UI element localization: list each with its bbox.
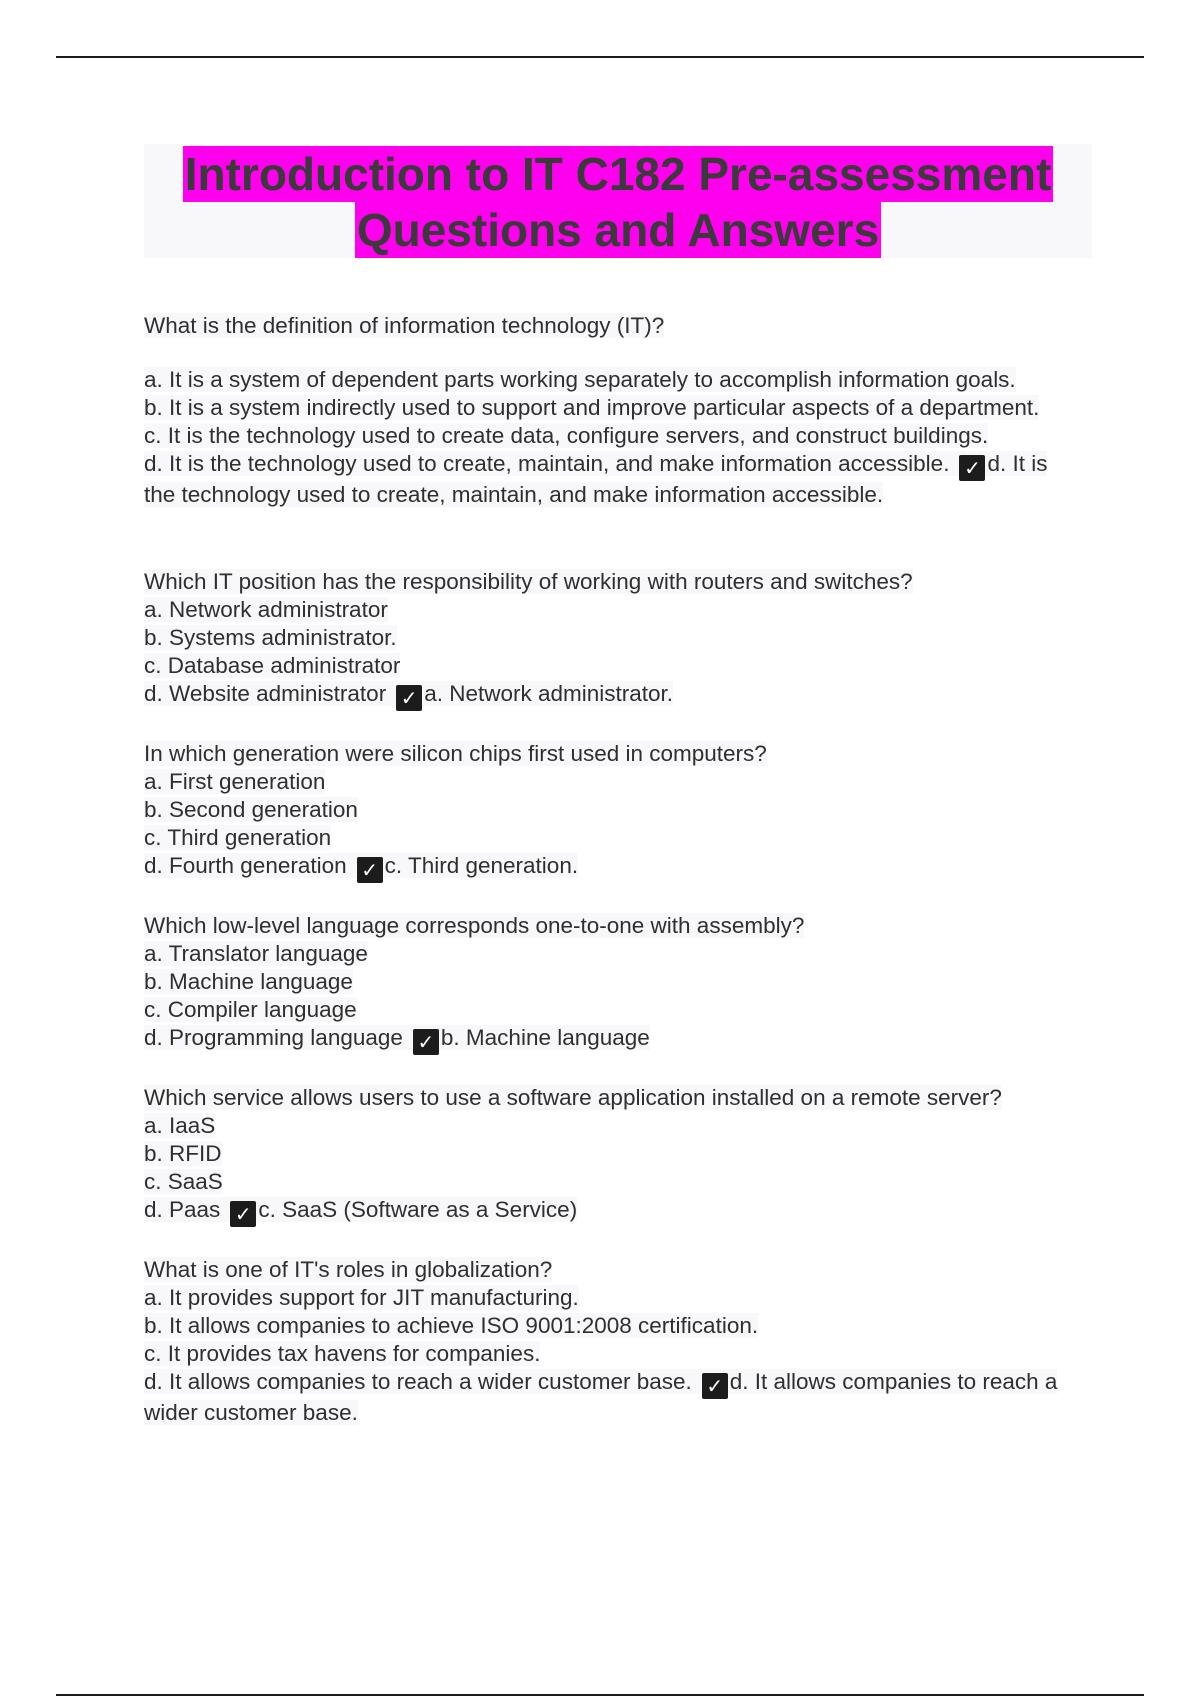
option-a: a. Translator language: [144, 941, 368, 966]
option-c: c. It provides tax havens for companies.: [144, 1341, 541, 1366]
qa-block-4: [144, 912, 804, 1055]
check-box-icon: ✓: [357, 857, 383, 883]
qa-block-1: [144, 312, 1084, 509]
page-title-line-2: Questions and Answers: [356, 204, 880, 256]
option-b: b. Second generation: [144, 797, 358, 822]
option-c: c. SaaS: [144, 1169, 223, 1194]
qa-block-3: [144, 740, 767, 883]
answer-text: c. Third generation.: [384, 853, 579, 878]
option-a: a. It is a system of dependent parts working separately to accomplish information goals.: [144, 367, 1016, 392]
option-d: d. Paas: [144, 1197, 221, 1222]
question-text: Which low-level language corresponds one-to-one with assembly?: [144, 913, 805, 938]
question-text: What is the definition of information technology (IT)?: [144, 313, 665, 338]
option-a: a. It provides support for JIT manufacturing.: [144, 1285, 579, 1310]
answer-text: d. It is the technology used to create, maintain, and make information accessible.: [144, 451, 1048, 507]
check-box-icon: ✓: [413, 1029, 439, 1055]
option-d: d. Programming language: [144, 1025, 403, 1050]
option-d: d. Website administrator: [144, 681, 387, 706]
qa-block-5: [144, 1084, 1002, 1227]
option-b: b. It allows companies to achieve ISO 9001:2008 certification.: [144, 1313, 759, 1338]
check-box-icon: ✓: [702, 1373, 728, 1399]
qa-block-2: [144, 568, 913, 711]
question-text: Which service allows users to use a software application installed on a remote server?: [144, 1085, 1002, 1110]
bottom-rule: [56, 1694, 1144, 1696]
check-box-icon: ✓: [396, 685, 422, 711]
check-box-icon: ✓: [230, 1201, 256, 1227]
option-d: d. It is the technology used to create, maintain, and make information accessible.: [144, 451, 950, 476]
option-d: d. Fourth generation: [144, 853, 347, 878]
option-b: b. Systems administrator.: [144, 625, 397, 650]
title-band: [144, 144, 1092, 258]
answer-text: b. Machine language: [440, 1025, 650, 1050]
question-text: Which IT position has the responsibility of working with routers and switches?: [144, 569, 913, 594]
option-b: b. It is a system indirectly used to support and improve particular aspects of a department.: [144, 395, 1040, 420]
page-title-line-1: Introduction to IT C182 Pre-assessment: [184, 148, 1052, 200]
answer-text: d. It allows companies to reach a wider customer base.: [144, 1369, 1058, 1425]
answer-text: c. SaaS (Software as a Service): [258, 1197, 578, 1222]
qa-block-6: [144, 1256, 1064, 1427]
option-d: d. It allows companies to reach a wider customer base.: [144, 1369, 692, 1394]
answer-text: a. Network administrator.: [424, 681, 674, 706]
option-c: c. Third generation: [144, 825, 332, 850]
option-a: a. Network administrator: [144, 597, 388, 622]
question-text: What is one of IT's roles in globalization?: [144, 1257, 553, 1282]
question-text: In which generation were silicon chips first used in computers?: [144, 741, 767, 766]
option-c: c. It is the technology used to create data, configure servers, and construct buildings.: [144, 423, 989, 448]
check-box-icon: ✓: [959, 455, 985, 481]
option-c: c. Compiler language: [144, 997, 357, 1022]
top-rule: [56, 56, 1144, 58]
option-c: c. Database administrator: [144, 653, 401, 678]
option-a: a. IaaS: [144, 1113, 216, 1138]
option-b: b. RFID: [144, 1141, 222, 1166]
option-a: a. First generation: [144, 769, 326, 794]
option-b: b. Machine language: [144, 969, 353, 994]
